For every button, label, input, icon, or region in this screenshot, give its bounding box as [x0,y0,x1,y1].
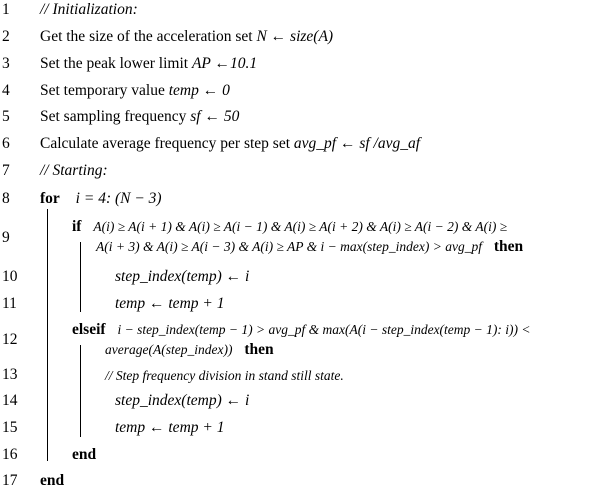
line-number-13: 13 [2,366,18,383]
line-5 [40,108,239,126]
line-number-6: 6 [2,135,10,152]
elseif-block-bar [80,345,81,437]
if-block-bar [80,242,81,312]
elseif-line-cont [105,341,274,359]
line-5-math: sf ← 50 [190,108,240,125]
line-number-12: 12 [2,331,18,348]
elseif-condition-part1: i − step_index(temp − 1) > avg_pf & max(A(i − step_index(temp − 1): i)) < [117,322,531,337]
for-line [40,190,162,208]
temp-increment-2: temp ← temp + 1 [115,419,225,436]
line-5-text: Set sampling frequency [40,108,191,125]
line-number-11: 11 [2,295,17,312]
line-6-math: avg_pf ← sf /avg_af [293,135,421,152]
for-block-bar [47,209,48,461]
line-number-8: 8 [2,190,10,207]
line-number-2: 2 [2,28,10,45]
elseif-keyword: elseif [72,321,106,338]
if-keyword: if [72,218,82,235]
line-3-text: Set the peak lower limit [40,55,192,72]
if-condition-part2: A(i + 3) & A(i) ≥ A(i − 3) & A(i) ≥ AP & i − max(step_index) > avg_pf [96,239,482,254]
line-number-5: 5 [2,108,10,125]
line-2-text: Get the size of the acceleration set [40,28,257,45]
line-2 [40,28,333,46]
line-number-4: 4 [2,82,10,99]
line-number-7: 7 [2,162,10,179]
line-6 [40,135,420,153]
inner-end-keyword: end [72,446,97,463]
line-number-14: 14 [2,392,18,409]
if-condition-part1: A(i) ≥ A(i + 1) & A(i) ≥ A(i − 1) & A(i) ≥ A(i + 2) & A(i) ≥ A(i − 2) & A(i) ≥ [93,219,508,234]
line-number-1: 1 [2,1,10,18]
line-3 [40,55,257,73]
elseif-line [72,321,531,339]
line-number-15: 15 [2,419,18,436]
line-number-10: 10 [2,268,18,285]
line-number-3: 3 [2,55,10,72]
if-line-cont [96,238,523,256]
elseif-then-keyword: then [244,341,274,358]
line-number-17: 17 [2,472,18,489]
line-3-math: AP ←10.1 [191,55,258,72]
line-6-text: Calculate average frequency per step set [40,135,294,152]
temp-increment-1: temp ← temp + 1 [115,295,225,312]
if-then-keyword: then [493,238,524,255]
step-index-assign-1: step_index(temp) ← i [115,268,250,285]
outer-end-keyword: end [40,472,65,489]
starting-comment: // Starting: [40,162,108,179]
step-index-assign-2: step_index(temp) ← i [115,392,250,409]
step-frequency-comment: // Step frequency division in stand still state. [105,368,344,383]
elseif-condition-part2: average(A(step_index)) [105,342,233,357]
for-keyword: for [40,190,60,207]
line-number-9: 9 [2,229,10,246]
line-number-16: 16 [2,446,18,463]
initialization-comment: // Initialization: [40,1,138,18]
line-4-text: Set temporary value [40,82,169,99]
line-2-math: N ← size(A) [256,28,334,45]
if-line [72,218,507,236]
for-range: i = 4: (N − 3) [75,190,162,207]
line-4 [40,82,230,100]
line-4-math: temp ← 0 [168,82,230,99]
